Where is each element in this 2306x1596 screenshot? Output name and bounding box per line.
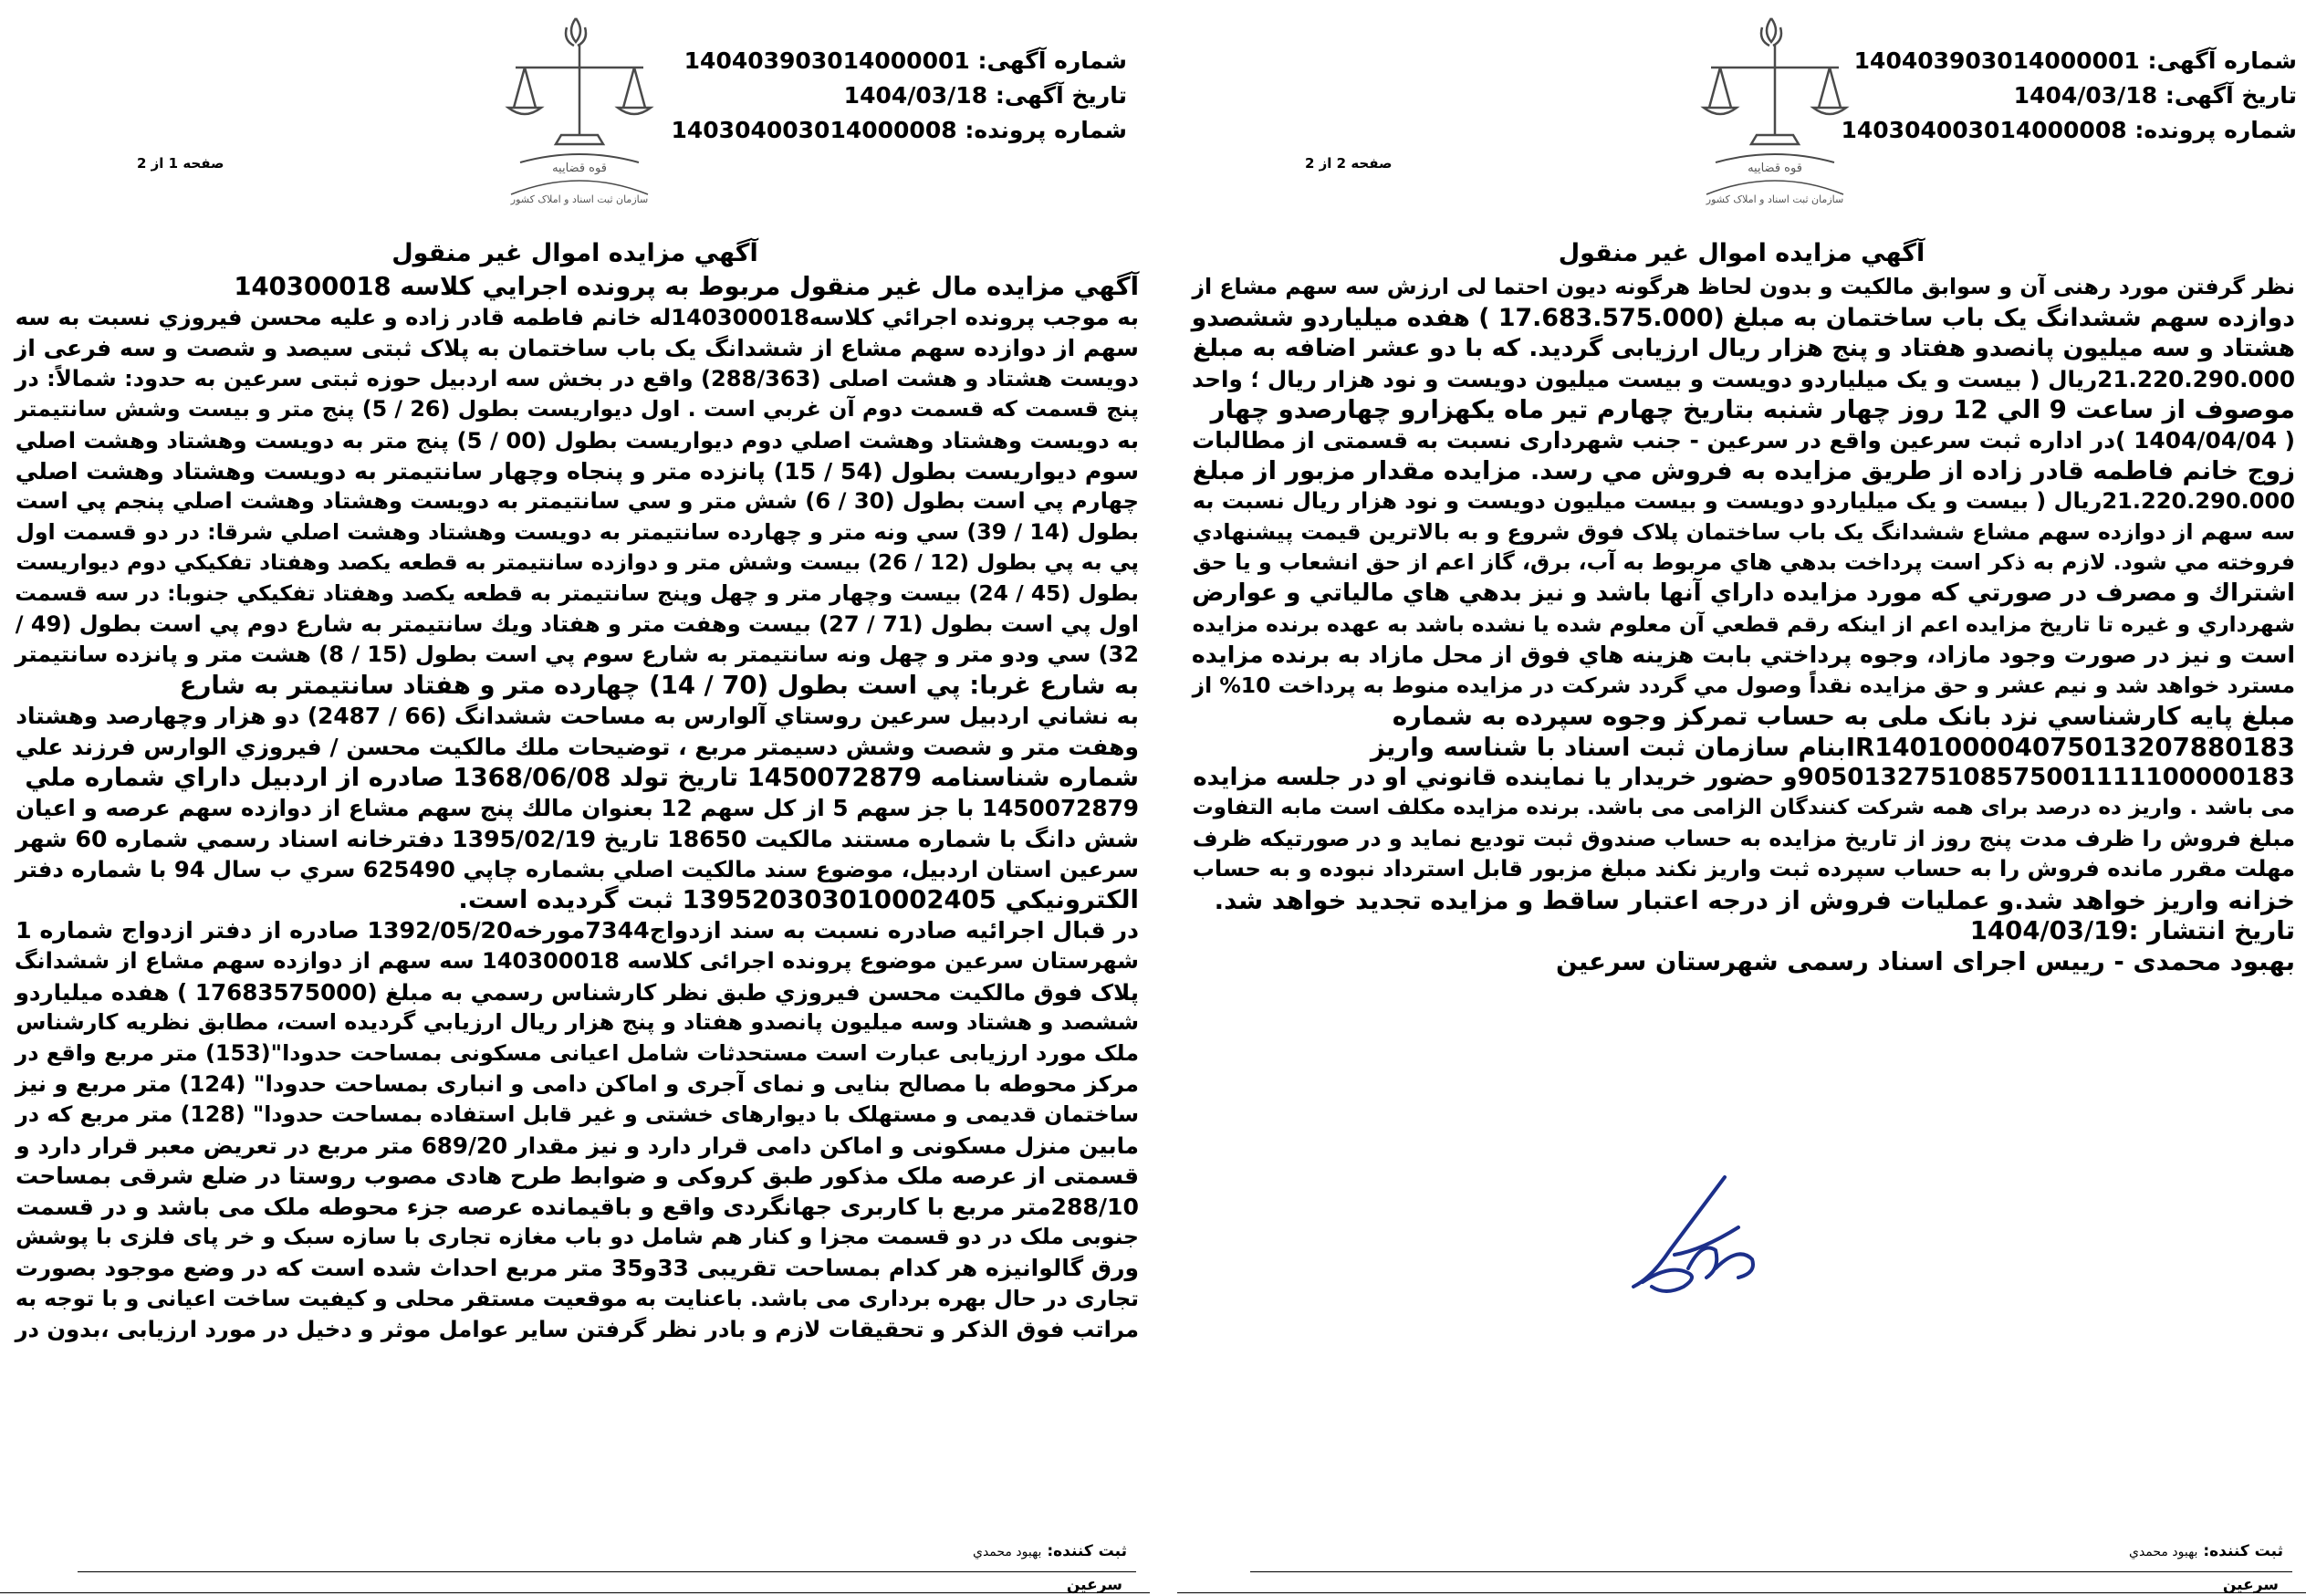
notice-body-line: پنج قسمت كه قسمت دوم آن غربي است . اول ديواريست بطول (26 / 5) پنج متر و بيست وشش سانتيمتر — [15, 396, 1139, 422]
case-number: 140304003014000008 — [1841, 117, 2127, 143]
notice-body-line: سهم از دوازده سهم مشاع از ششدانگ یک باب ساختمان به پلاک ثبتی سیصد و شصت و سه فرعی از — [14, 335, 1139, 362]
notice-body-line: مبلغ پايه كارشناسي نزد بانک ملی به حساب تمركز وجوه سپرده به شماره — [1392, 701, 2295, 732]
notice-body-text — [1186, 272, 2295, 977]
registrar-row — [2129, 1542, 2283, 1560]
notice-body-line: مرکز محوطه با مصالح بنايی و نمای آجری و اماكن دامی و انباری بمساحت حدودا" (124) متر مربع و نيز — [15, 1070, 1139, 1098]
notice-body-line: زوج خانم فاطمه قادر زاده از طريق مزايده به فروش مي رسد. مزايده مقدار مزبور از مبلغ — [1192, 456, 2295, 485]
notice-body-line: سرعين استان اردبيل، موضوع سند مالكيت اصلي بشماره چاپي 625490 سري ب سال 94 با شماره دفتر — [15, 856, 1139, 883]
notice-body-line: شماره شناسنامه 1450072879 تاريخ تولد 1368/06/08 صادره از اردبيل داراي شماره ملي — [25, 762, 1139, 792]
notice-body-line: نظر گرفتن مورد رهنی آن و سوابق مالكيت و بدون لحاظ هرگونه ديون احتما لی ارزش سه سهم مشاع از — [1192, 274, 2295, 299]
notice-body-line: 21.220.290.000ريال ( بيست و يک ميلياردو دويست و بيست ميليون دويست و نود هزار ريال ؛ واحد — [1192, 365, 2295, 392]
notice-body-line: 32) سي ودو متر و چهل ونه سانتيمتر به شارع سوم پي است بطول (15 / 8) هشت متر و پانزده سانتيمتر — [15, 642, 1139, 668]
notice-body-line: جنوبی ملک در دو قسمت مجزا و كنار هم شامل دو باب مغازه تجاری با سازه سبک و خر پای فلزی با پوشش — [15, 1224, 1139, 1250]
notice-body-line: پي به پي بطول (12 / 26) بيست وشش متر و دوازده سانتيمتر به قطعه يكصد وهفتاد تفكيكي دوم ديواريست — [16, 550, 1139, 576]
notice-body-line: بطول (45 / 24) بيست وچهار متر و چهل وپنج سانتيمتر به قطعه يكصد وهفتاد تفكيكي جنوبا: در سه قسمت — [15, 579, 1139, 606]
notice-body-line: ششصد و هشتاد وسه ميليون پانصدو هفتاد و پنج هزار ريال ارزيابي گرديده است، مطابق نظريه كارشناس — [16, 1009, 1139, 1036]
notice-body-line: می باشد . واريز ده درصد برای همه شركت كنندگان الزامی می باشد. برنده مزايده مكلف است مابه التفاوت — [1192, 796, 2295, 820]
notice-body-line: دوازده سهم ششدانگ يک باب ساختمان به مبلغ (17.683.575.000 ) هفده ميلياردو ششصدو — [1191, 303, 2295, 332]
notice-body-line: سه سهم از دوازده سهم مشاع ششدانگ يک باب ساختمان پلاک فوق شروع و به بالاترين قيمت پيشنهادي — [1192, 518, 2295, 545]
notice-body-line: ساختمان قديمی و مستهلک با ديوارهای خشتی و غير قابل استفاده بمساحت حدودا" (128) متر مربع كه در — [16, 1101, 1139, 1128]
footer-city: سرعين — [1066, 1576, 1122, 1594]
document-title: آگهي مزايده اموال غير منقول — [1558, 239, 1925, 267]
registrar-name: بهبود محمدي — [972, 1545, 1042, 1559]
notice-body-text — [9, 272, 1139, 1345]
notice-body-line: در قبال اجرائيه صادره نسبت به سند ازدواج7344مورخه1392/05/20 صادره از دفتر ازدواج شماره 1 — [15, 917, 1139, 944]
notice-body-line: 21.220.290.000ريال ( بيست و يک ميلياردو دويست و بيست ميليون دويست و نود هزار ريال نسبت به — [1192, 488, 2295, 515]
notice-body-line: به دويست وهشتاد وهشت اصلي دوم ديواريست بطول (00 / 5) پنج متر به دويست وهشتاد وهشت اصلي — [15, 426, 1139, 454]
notice-body-line: پلاک فوق مالكيت محسن فيروزي طبق نظر كارشناس رسمي به مبلغ (17683575000 ) هفده ميلياردو — [15, 978, 1139, 1006]
notice-page-2 — [1177, 0, 2306, 1596]
notice-body-line: به موجب پرونده اجرائي كلاسه140300018له خانم فاطمه قادر زاده و عليه محسن فيروزي نسبت به سه — [15, 304, 1139, 330]
notice-body-line: تجاری در حال بهره برداری می باشد. باعنايت به موقعيت مستقر محلی و كيفيت ساخت اعيانی و با توجه به — [15, 1285, 1139, 1311]
notice-body-line: مابين منزل مسكونی و اماكن دامی قرار دارد و نيز مقدار 689/20 متر مربع در تعريض معبر قرار دارد و — [16, 1132, 1139, 1159]
footer-rule — [1250, 1571, 2292, 1572]
footer-divider — [1177, 1592, 2306, 1593]
judiciary-emblem-logo — [1684, 7, 1866, 208]
notice-date-label: تاریخ آگهی: — [995, 82, 1127, 109]
footer-city: سرعين — [2222, 1576, 2279, 1594]
notice-body-line: IR140100004075013207880183بنام سازمان ثبت اسناد با شناسه واريز — [1370, 731, 2295, 762]
notice-body-line: مبلغ فروش را ظرف مدت پنج روز از تاريخ مزايده به حساب صندوق ثبت توديع نمايد و در صورتيكه ظرف — [1192, 825, 2295, 851]
notice-body-line: خزانه واريز خواهد شد.و عمليات فروش از درجه اعتبار ساقط و مزايده تجديد خواهد شد. — [1214, 884, 2295, 915]
notice-body-line: قسمتی از عرصه ملک مذكور طبق كروكی و ضوابط طرح هادی مصوب روستا در ضلع شرقی بمساحت — [16, 1163, 1139, 1190]
notice-body-line: هشتاد و سه ميليون پانصدو هفتاد و پنج هزار ريال ارزيابی گرديد. كه با دو عشر اضافه به مبلغ — [1192, 334, 2295, 363]
emblem-subcaption: سازمان ثبت اسناد و املاک کشور — [510, 193, 649, 205]
handwritten-signature — [1588, 1159, 1798, 1314]
notice-body-line: آگهي مزايده مال غير منقول مربوط به پرونده اجرايي كلاسه 140300018 — [234, 272, 1139, 301]
notice-body-line: الكترونيكي 139520303010002405 ثبت گرديده است. — [458, 884, 1139, 914]
notice-body-line: فروخته مي شود. لازم به ذكر است پرداخت بدهي هاي مربوط به آب، برق، گاز اعم از حق انشعاب و يا حق — [1192, 549, 2295, 576]
notice-body-line: 905013275108575001111100000183و حضور خريدار يا نماينده قانوني او در جلسه مزايده — [1193, 763, 2295, 791]
emblem-caption: قوه قضاییه — [1748, 162, 1802, 175]
notice-body-line: چهارم پي است بطول (30 / 6) شش متر و سي سانتيمتر به دويست وهشتاد وهشت اصلي پنجم پي است — [16, 488, 1139, 515]
registrar-row — [973, 1542, 1127, 1560]
case-number-label: شماره پرونده: — [965, 117, 1127, 143]
notice-body-line: بطول (14 / 39) سي ونه متر و چهارده سانتيمتر به دويست وهشتاد وهشت اصلي شرقا: در دو قسمت اول — [16, 518, 1139, 545]
notice-body-line: وهفت متر و شصت وشش دسيمتر مربع ، توضيحات ملك مالكيت محسن / فيروزي الوارس فرزند علي — [15, 733, 1139, 760]
notice-date: 1404/03/18 — [843, 82, 988, 109]
notice-body-line: 288/10متر مربع با كاربری جهانگردی واقع و باقيمانده عرصه جزء محوطه ملک می باشد و در قسمت — [16, 1193, 1139, 1220]
notice-body-line: شهرستان سرعين موضوع پرونده اجرائی كلاسه 140300018 سه سهم از دوازده سهم مشاع از ششدانگ — [14, 948, 1139, 975]
notice-header-meta — [1842, 44, 2298, 148]
notice-body-line: موصوف از ساعت 9 الي 12 روز چهار شنبه بتاريخ چهارم تير ماه يكهزارو چهارصدو چهار — [1210, 394, 2295, 425]
notice-body-line: مسترد خواهد شد و نيم عشر و حق مزايده نقداً وصول مي گردد شركت در مزايده منوط به پرداخت 10% از — [1192, 672, 2295, 698]
notice-body-line: شهرداري و غيره تا تاريخ مزايده اعم از اينكه رقم قطعي آن معلوم شده يا نشده باشد به عهده برنده مزايده — [1192, 611, 2295, 637]
emblem-subcaption: سازمان ثبت اسناد و املاک کشور — [1706, 193, 1844, 205]
notice-body-line: مراتب فوق الذكر و تحقيقات لازم و بادر نظر گرفتن ساير عوامل موثر و دخيل در مورد ارزيابی ،بدون در — [15, 1316, 1139, 1343]
notice-body-line: اشتراك و مصرف در صورتي كه مورد مزايده داراي آنها باشد و نيز بدهي هاي مالياتي و عوارض — [1191, 579, 2295, 607]
notice-body-line: شش دانگ با شماره مستند مالكيت 18650 تاريخ 1395/02/19 دفترخانه اسناد رسمي شماره 60 شهر — [16, 825, 1139, 852]
judiciary-emblem-logo — [488, 7, 671, 208]
notice-date: 1404/03/18 — [2013, 82, 2158, 109]
notice-body-line: اول پي است بطول (71 / 27) بيست وهفت متر و هفتاد ويك سانتيمتر به شارع دوم پي است بطول (49 / — [15, 610, 1139, 637]
notice-body-line: ورق گالوانيزه هر كدام بمساحت تقريبی 33و35 متر مربع احداث شده است كه در وضع موجود بصورت — [15, 1255, 1139, 1281]
notice-body-line: است و نيز در صورت وجود مازاد، وجوه پرداختي بابت هزينه هاي فوق از محل مازاد به برنده مزايده — [1191, 642, 2295, 669]
notice-body-line: تاريخ انتشار :1404/03/19 — [1969, 915, 2295, 946]
registrar-label: ثبت کننده: — [2203, 1542, 2283, 1560]
emblem-caption: قوه قضاییه — [552, 162, 607, 175]
footer-divider — [0, 1592, 1150, 1593]
notice-number: 140403903014000001 — [1853, 47, 2140, 74]
notice-header-meta — [672, 44, 1128, 148]
notice-body-line: به شارع غربا: پي است بطول (70 / 14) چهارده متر و هفتاد سانتيمتر به شارع — [179, 670, 1139, 700]
notice-date-label: تاریخ آگهی: — [2165, 82, 2297, 109]
notice-body-line: 1450072879 با جز سهم 5 از كل سهم 12 بعنوان مالك پنج سهم مشاع از دوازده سهم عرصه و اعيان — [15, 795, 1139, 822]
footer-rule — [78, 1571, 1136, 1572]
case-number: 140304003014000008 — [671, 117, 957, 143]
page-number: صفحه 2 از 2 — [1305, 155, 1393, 172]
notice-number: 140403903014000001 — [683, 47, 970, 74]
page-number: صفحه 1 از 2 — [137, 155, 224, 172]
notice-number-label: شماره آگهی: — [2147, 47, 2297, 74]
notice-body-line: دویست هشتاد و هشت اصلی (288/363) واقع در بخش سه اردبیل حوزه ثبتی سرعین به حدود: شمالاً: در — [15, 365, 1139, 391]
notice-body-line: به نشاني اردبيل سرعين روستاي آلوارس به مساحت ششدانگ (66 / 2487) دو هزار وچهارصد وهشتاد — [16, 703, 1139, 730]
notice-body-line: ( 1404/04/04 )در اداره ثبت سرعين واقع در سرعين - جنب شهرداری نسبت به قسمتی از مطالبات — [1192, 426, 2295, 454]
notice-page-1 — [0, 0, 1150, 1596]
case-number-label: شماره پرونده: — [2134, 117, 2297, 143]
notice-body-line: مهلت مقرر مانده فروش را به حساب سپرده ثبت واريز نكند مبلغ مزبور قابل استرداد نبوده و به حساب — [1192, 856, 2295, 882]
notice-number-label: شماره آگهی: — [977, 47, 1127, 74]
document-title: آگهي مزايده اموال غير منقول — [391, 239, 758, 267]
registrar-label: ثبت کننده: — [1047, 1542, 1127, 1560]
notice-body-line: بهبود محمدی - رييس اجرای اسناد رسمی شهرستان سرعين — [1556, 946, 2295, 977]
notice-body-line: سوم ديواريست بطول (54 / 15) پانزده متر و پنجاه وچهار سانتيمتر به دويست وهشتاد وهشت اصلي — [15, 457, 1139, 485]
registrar-name: بهبود محمدي — [2128, 1545, 2198, 1559]
notice-body-line: ملک مورد ارزيابی عبارت است مستحدثات شامل اعيانی مسكونی بمساحت حدودا"(153) متر مربع واقع در — [15, 1039, 1139, 1066]
